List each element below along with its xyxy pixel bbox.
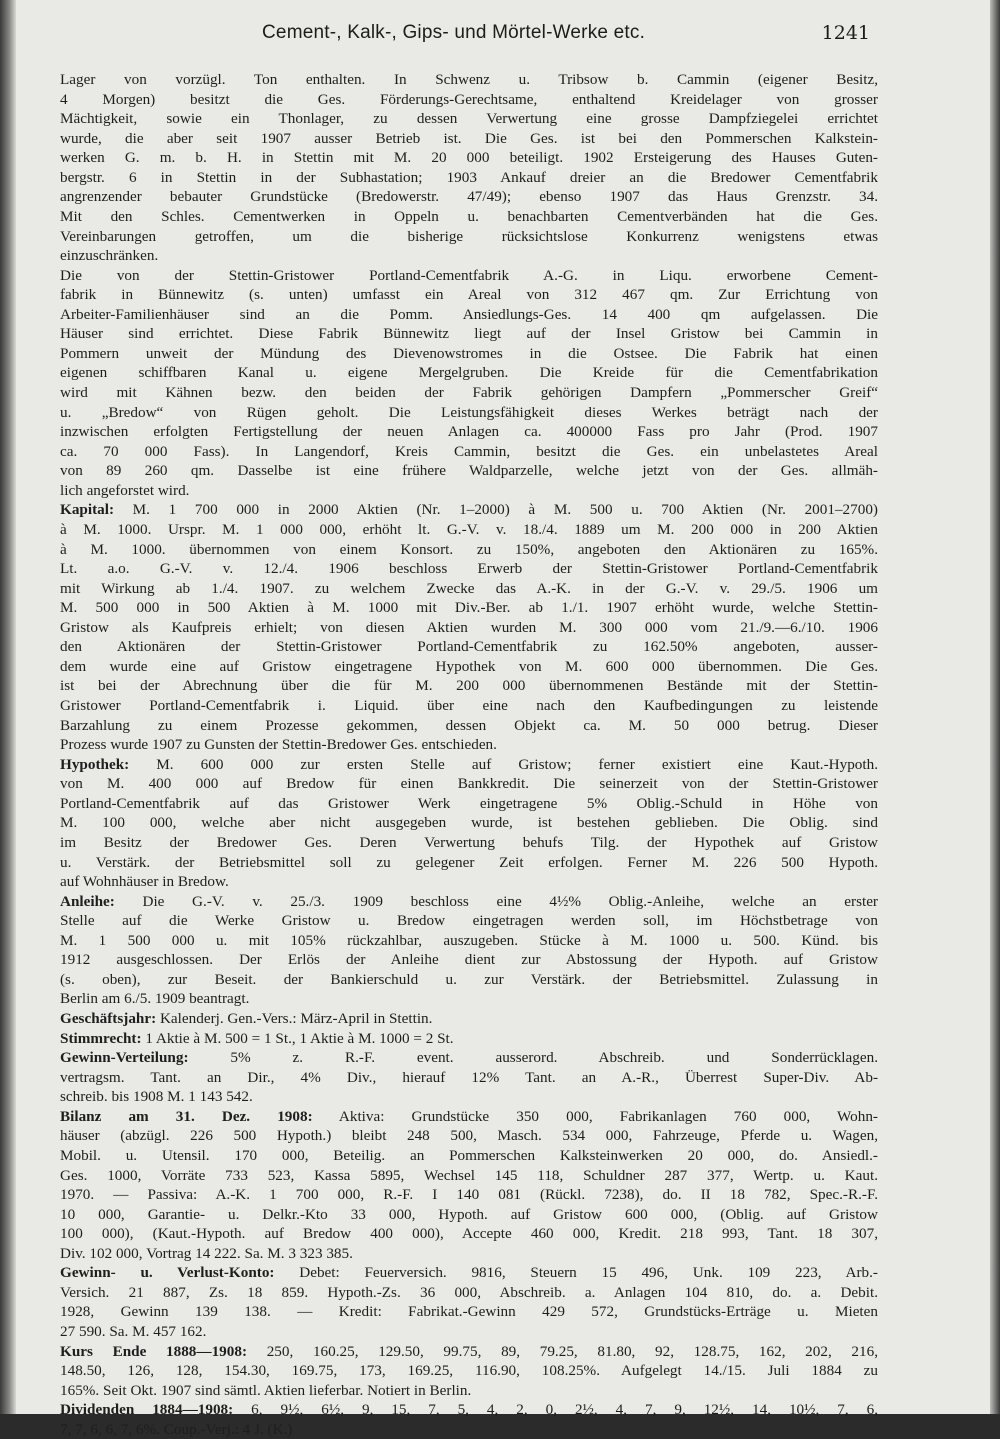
text-line: Barzahlung zu einem Prozesse gekommen, dessen Objekt ca. M. 50 000 betrug. Dieser xyxy=(60,716,878,734)
text-line: 1970. — Passiva: A.-K. 1 700 000, R.-F. I 140 081 (Rückl. 7238), do. II 18 782, Spec.-R.-F. xyxy=(60,1186,878,1204)
text-line: Berlin am 6./5. 1909 beantragt. xyxy=(60,990,250,1008)
text-line: im Besitz der Bredower Ges. Deren Verwertung behufs Tilg. der Hypothek auf Gristow xyxy=(60,833,878,851)
text-line: schreib. bis 1908 M. 1 143 542. xyxy=(60,1088,253,1106)
text-line: M. 500 000 in 500 Aktien à M. 1000 mit Div.-Ber. ab 1./1. 1907 erhöht wurde, welche Stettin- xyxy=(60,599,878,617)
text-line: Ges. 1000, Vorräte 733 523, Kassa 5895, Wechsel 145 118, Schuldner 287 377, Wertp. u. Kaut. xyxy=(60,1166,878,1184)
text-line: eigenen schiffbaren Kanal u. eigene Mergelgruben. Die Kreide für die Cementfabrikation xyxy=(60,364,878,382)
text-line: M. 1 500 000 u. mit 105% rückzahlbar, auszugeben. Stücke à M. 1000 u. 500. Künd. bis xyxy=(60,931,878,949)
text-line: Kurs Ende 1888—1908: 250, 160.25, 129.50, 99.75, 89, 79.25, 81.80, 92, 128.75, 162, 202, 216, xyxy=(60,1342,879,1360)
text-line: u. Verstärk. der Betriebsmittel soll zu gelegener Zeit erfolgen. Ferner M. 226 500 Hypoth. xyxy=(60,853,878,871)
text-line: 10 000, Garantie- u. Delkr.-Kto 33 000, Hypoth. auf Gristow 600 000, (Oblig. auf Gristow xyxy=(60,1205,878,1223)
text-line: 100 000), (Kaut.-Hypoth. auf Bredow 400 000), Accepte 460 000, Kredit. 218 993, Tant. 18 307, xyxy=(60,1225,878,1243)
text-line: 27 590. Sa. M. 457 162. xyxy=(60,1323,207,1340)
text-line: vertragsm. Tant. an Dir., 4% Div., hierauf 12% Tant. an A.-R., Überrest Super-Div. Ab- xyxy=(60,1068,878,1086)
text-line: von M. 400 000 auf Bredow für einen Bankkredit. Die seinerzeit von der Stettin-Gristower xyxy=(60,775,878,793)
text-line: 165%. Seit Okt. 1907 sind sämtl. Aktien lieferbar. Notiert in Berlin. xyxy=(60,1381,472,1399)
text-line: ca. 70 000 Fass). In Langendorf, Kreis Cammin, besitzt die Ges. ein unbelastetes Areal xyxy=(60,442,878,460)
text-line: Mit den Schles. Cementwerken in Oppeln u. benachbarten Cementverbänden hat die Ges. xyxy=(60,207,878,225)
text-line: Bilanz am 31. Dez. 1908: Aktiva: Grundstücke 350 000, Fabrikanlagen 760 000, Wohn- xyxy=(60,1107,878,1125)
running-title: Cement-, Kalk-, Gips- und Mörtel-Werke etc. xyxy=(262,22,646,43)
text-line: Pommern unweit der Mündung des Dievenowstromes in die Ostsee. Die Fabrik hat einen xyxy=(60,344,878,362)
page-scan-edge-right xyxy=(990,0,1000,1414)
text-line: ist bei der Abrechnung über die für M. 200 000 übernommenen Bestände mit der Stettin- xyxy=(60,677,878,695)
text-line: 4 Morgen) besitzt die Ges. Förderungs-Gerechtsame, enthaltend Kreidelager von grosser xyxy=(60,90,878,108)
body-text xyxy=(60,70,878,1439)
text-line: auf Wohnhäuser in Bredow. xyxy=(60,873,229,891)
text-line: (s. oben), zur Beseit. der Bankierschuld u. zur Verstärk. der Betriebsmittel. Zulassung in xyxy=(60,970,878,988)
page-number: 1241 xyxy=(821,22,870,44)
text-line: u. „Bredow“ von Rügen geholt. Die Leistungsfähigkeit dieses Werkes beträgt nach der xyxy=(60,403,878,421)
page-scan-edge-left xyxy=(0,0,16,1414)
text-line: Div. 102 000, Vortrag 14 222. Sa. M. 3 323 385. xyxy=(60,1244,353,1262)
text-line: Arbeiter-Familienhäuser sind an die Pomm. Ansiedlungs-Ges. 14 400 qm aufgelassen. Die xyxy=(60,305,878,323)
text-line: 1928, Gewinn 139 138. — Kredit: Fabrikat.-Gewinn 429 572, Grundstücks-Erträge u. Mieten xyxy=(60,1303,878,1321)
text-line: Mächtigkeit, sowie ein Thonlager, zu dessen Verwertung eine grosse Dampfziegelei errichtet xyxy=(60,110,878,128)
text-line: Gewinn-Verteilung: 5% z. R.-F. event. ausserord. Abschreib. und Sonderrücklagen. xyxy=(60,1049,878,1067)
text-line: Geschäftsjahr: Kalenderj. Gen.-Vers.: März-April in Stettin. xyxy=(60,1010,433,1027)
text-line: Anleihe: Die G.-V. v. 25./3. 1909 beschloss eine 4½% Oblig.-Anleihe, welche an erster xyxy=(60,892,878,910)
text-line: Die von der Stettin-Gristower Portland-Cementfabrik A.-G. in Liqu. erworbene Cement- xyxy=(60,266,878,284)
text-line: Lt. a.o. G.-V. v. 12./4. 1906 beschloss Erwerb der Stettin-Gristower Portland-Cementfabrik xyxy=(60,560,878,578)
text-line: wurde, die aber seit 1907 ausser Betrieb ist. Die Ges. ist bei den Pommerschen Kalkstein- xyxy=(60,129,878,147)
text-line: 148.50, 126, 128, 154.30, 169.75, 173, 169.25, 116.90, 108.25%. Aufgelegt 14./15. Juli 1884 zu xyxy=(60,1362,878,1380)
text-line: Mobil. u. Utensil. 170 000, Beteilig. an Pommerschen Kalksteinwerken 20 000, do. Ansiedl.- xyxy=(60,1146,878,1164)
text-line: Lager von vorzügl. Ton enthalten. In Schwenz u. Tribsow b. Cammin (eigener Besitz, xyxy=(60,71,878,88)
text-line: Prozess wurde 1907 zu Gunsten der Stettin-Bredower Ges. entschieden. xyxy=(60,736,497,754)
text-line: Versich. 21 887, Zs. 18 859. Hypoth.-Zs. 36 000, Abschreib. a. Anlagen 104 810, do. a. Debit. xyxy=(60,1283,878,1301)
text-line: 1912 ausgeschlossen. Der Erlös der Anleihe dient zur Abstossung der Hypoth. auf Gristow xyxy=(60,951,878,969)
page-header xyxy=(0,22,1000,52)
text-line: Stelle auf die Werke Gristow u. Bredow eingetragen werden soll, im Höchstbetrage von xyxy=(60,912,878,930)
text-line: Gristower Portland-Cementfabrik i. Liquid. über eine nach den Kaufbedingungen zu leistende xyxy=(60,697,878,714)
text-line: einzuschränken. xyxy=(60,247,159,265)
text-line: Dividenden 1884—1908: 6, 9½, 6½, 9, 15, 7, 5, 4, 2, 0, 2½, 4, 7, 9, 12½, 14, 10½, 7, 6, xyxy=(60,1401,879,1419)
text-line: angrenzender bebauter Grundstücke (Bredowerstr. 47/49); ebenso 1907 das Haus Grenzstr. 34. xyxy=(60,188,878,206)
text-line: mit Wirkung ab 1./4. 1907. zu welchem Zwecke das A.-K. in der G.-V. v. 29./5. 1906 um xyxy=(60,579,878,597)
text-line: Gewinn- u. Verlust-Konto: Debet: Feuerversich. 9816, Steuern 15 496, Unk. 109 223, Arb.- xyxy=(60,1264,878,1282)
text-line: bergstr. 6 in Stettin in der Subhastation; 1903 Ankauf dreier an die Bredower Cementfabrik xyxy=(60,168,878,186)
text-line: Kapital: M. 1 700 000 in 2000 Aktien (Nr. 1–2000) à M. 500 u. 700 Aktien (Nr. 2001–2700) xyxy=(60,501,878,519)
text-line: M. 100 000, welche aber nicht ausgegeben wurde, ist bestehen geblieben. Die Oblig. sind xyxy=(60,814,878,832)
text-line: wird mit Kähnen bezw. den beiden der Fabrik gehörigen Dampfern „Pommerscher Greif“ xyxy=(60,384,878,401)
text-line: Vereinbarungen getroffen, um die bisherige rücksichtslose Konkurrenz wenigstens etwas xyxy=(60,227,878,245)
text-line: fabrik in Bünnewitz (s. unten) umfasst ein Areal von 312 467 qm. Zur Errichtung von xyxy=(60,286,878,304)
text-line: Gristow als Kaufpreis erhielt; von diesen Aktien wurden M. 300 000 vom 21./9.—6./10. 1906 xyxy=(60,618,878,636)
text-line: Häuser sind errichtet. Diese Fabrik Bünnewitz liegt auf der Insel Gristow bei Cammin in xyxy=(60,325,878,343)
text-line: à M. 1000. Urspr. M. 1 000 000, erhöht lt. G.-V. v. 18./4. 1889 um M. 200 000 in 200 Aktien xyxy=(60,520,878,538)
text-line: 7, 7, 6, 6, 7, 6%. Coup.-Verj.: 4 J. (K.) xyxy=(60,1420,293,1438)
text-line: inzwischen erfolgten Fertigstellung der neuen Anlagen ca. 400000 Fass pro Jahr (Prod. 1907 xyxy=(60,423,878,441)
text-line: häuser (abzügl. 226 500 Hypoth.) bleibt 248 500, Masch. 534 000, Fahrzeuge, Pferde u. Wagen, xyxy=(60,1127,878,1145)
text-line: werken G. m. b. H. in Stettin mit M. 20 000 beteiligt. 1902 Ersteigerung des Hauses Guten- xyxy=(60,149,878,167)
text-line: dem wurde eine auf Gristow eingetragene Hypothek von M. 600 000 übernommen. Die Ges. xyxy=(60,657,878,675)
text-line: von 89 260 qm. Dasselbe ist eine frühere Waldparzelle, welche jetzt von der Ges. allmäh- xyxy=(60,462,878,480)
text-line: Hypothek: M. 600 000 zur ersten Stelle auf Gristow; ferner existiert eine Kaut.-Hypoth. xyxy=(60,755,878,773)
text-line: Stimmrecht: 1 Aktie à M. 500 = 1 St., 1 Aktie à M. 1000 = 2 St. xyxy=(60,1029,454,1047)
text-line: lich angeforstet wird. xyxy=(60,481,190,499)
text-line: à M. 1000. übernommen von einem Konsort. zu 150%, angeboten den Aktionären zu 165%. xyxy=(60,540,878,558)
text-line: den Aktionären der Stettin-Gristower Portland-Cementfabrik zu 162.50% angeboten, ausser- xyxy=(60,638,878,656)
text-line: Portland-Cementfabrik auf das Gristower Werk eingetragene 5% Oblig.-Schuld in Höhe von xyxy=(60,794,878,812)
